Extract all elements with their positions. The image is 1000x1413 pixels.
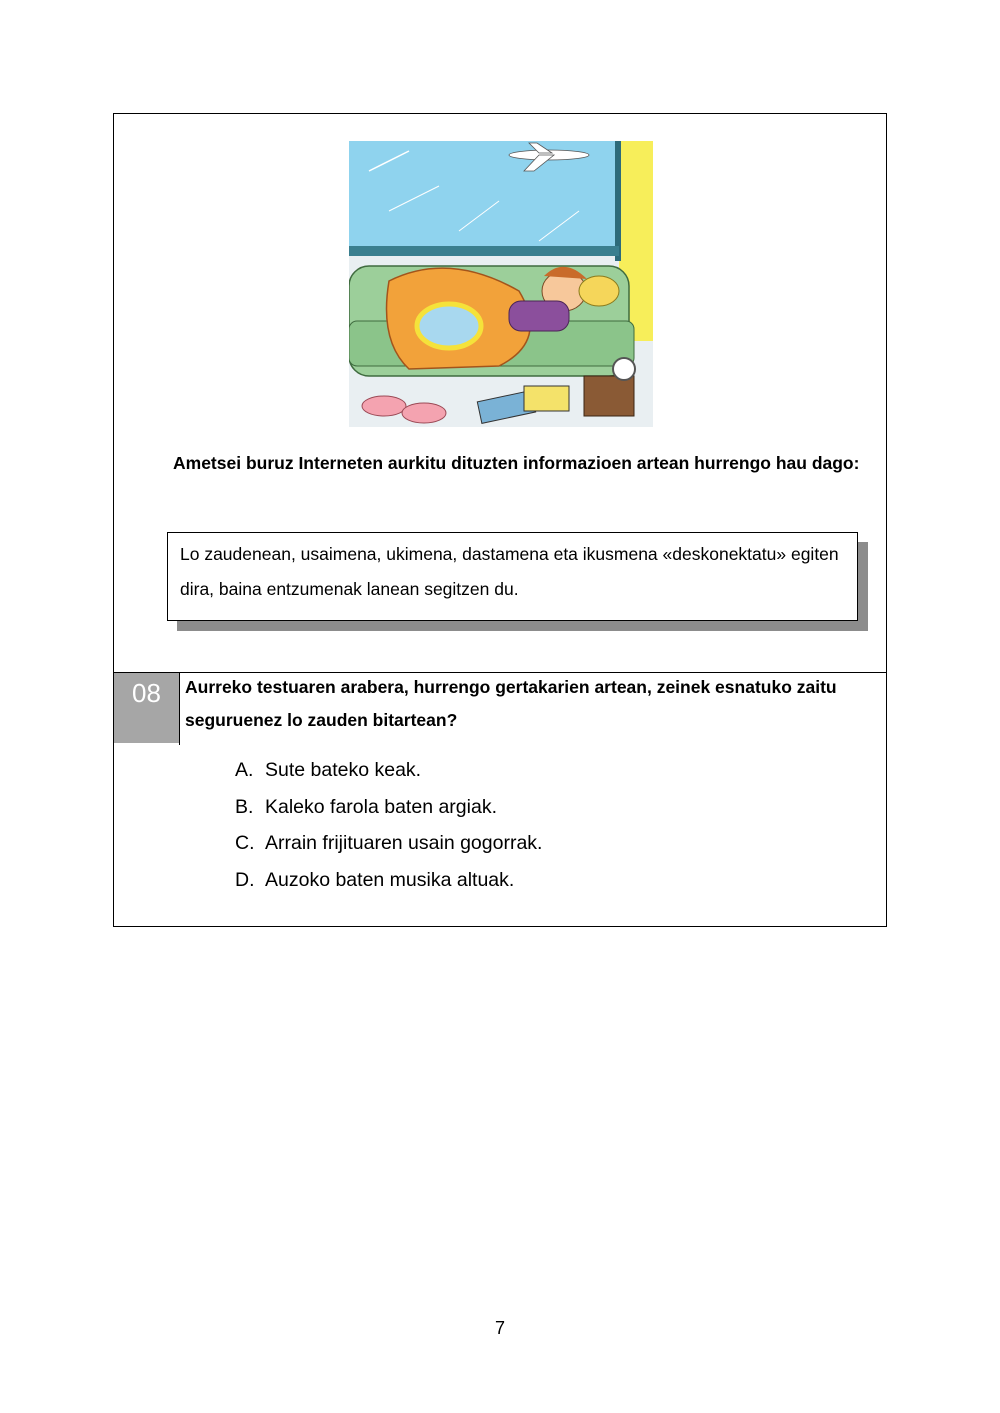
page-number: 7 bbox=[494, 1318, 505, 1338]
option-letter: B. bbox=[235, 795, 254, 818]
quote-box bbox=[167, 532, 858, 621]
quote-text: Lo zaudenean, usaimena, ukimena, dastamena eta ikusmena «deskonektatu» egiten dira, baina entzumenak lanean segitzen du. bbox=[180, 544, 839, 599]
option-text: Kaleko farola baten argiak. bbox=[265, 795, 497, 818]
question-text: Aurreko testuaren arabera, hurrengo gertakarien artean, zeinek esnatuko zaitu seguruenez lo zauden bitartean? bbox=[185, 677, 837, 730]
answer-options bbox=[235, 752, 542, 898]
option-text: Sute bateko keak. bbox=[265, 759, 422, 781]
option-c[interactable] bbox=[235, 825, 542, 862]
question-number-border bbox=[179, 673, 180, 745]
option-text: Arrain frijituaren usain gogorrak. bbox=[265, 832, 543, 854]
sleeping-person-illustration bbox=[349, 141, 653, 427]
intro-text: Ametsei buruz Interneten aurkitu dituzten informazioen artean hurrengo hau dago: bbox=[173, 453, 860, 473]
option-letter: D. bbox=[235, 868, 255, 891]
question-number: 08 bbox=[114, 673, 179, 743]
option-a[interactable] bbox=[235, 752, 542, 789]
option-text: Auzoko baten musika altuak. bbox=[265, 868, 515, 891]
option-letter: C. bbox=[235, 832, 255, 854]
option-b[interactable] bbox=[235, 789, 542, 826]
option-letter: A. bbox=[235, 759, 254, 781]
option-d[interactable] bbox=[235, 862, 542, 899]
